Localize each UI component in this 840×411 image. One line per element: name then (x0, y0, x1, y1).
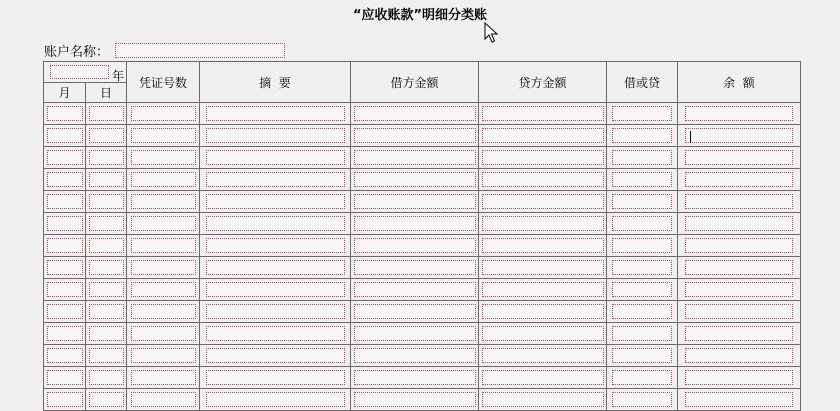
ledger-cell (607, 125, 678, 147)
ledger-cell (479, 169, 607, 191)
summary-input[interactable] (206, 150, 345, 165)
debit-or-credit-input[interactable] (612, 128, 672, 143)
summary-input[interactable] (206, 370, 345, 385)
ledger-cell (678, 191, 801, 213)
credit-amount-input[interactable] (482, 370, 604, 385)
debit-or-credit-input[interactable] (612, 282, 672, 297)
credit-amount-input[interactable] (482, 282, 604, 297)
ledger-cell (479, 367, 607, 389)
ledger-row (44, 323, 801, 345)
ledger-cell (607, 169, 678, 191)
ledger-cell (351, 125, 479, 147)
balance-input[interactable] (685, 282, 793, 297)
voucher-number-header: 凭证号数 (127, 62, 200, 103)
ledger-cell (44, 345, 86, 367)
ledger-cell (479, 103, 607, 125)
credit-amount-input[interactable] (482, 304, 604, 319)
ledger-cell (127, 367, 200, 389)
ledger-cell (127, 169, 200, 191)
credit-amount-input[interactable] (482, 260, 604, 275)
debit-amount-input[interactable] (354, 348, 476, 363)
ledger-cell (86, 103, 127, 125)
summary-input[interactable] (206, 216, 345, 231)
month-input[interactable] (47, 326, 83, 341)
ledger-cell (127, 213, 200, 235)
summary-input[interactable] (206, 326, 345, 341)
month-input[interactable] (47, 150, 83, 165)
voucher-number-input[interactable] (131, 194, 196, 209)
ledger-cell (44, 191, 86, 213)
month-input[interactable] (47, 260, 83, 275)
ledger-cell (351, 323, 479, 345)
debit-or-credit-header: 借或贷 (607, 62, 678, 103)
balance-input[interactable] (685, 304, 793, 319)
ledger-cell (127, 103, 200, 125)
ledger-cell (44, 125, 86, 147)
ledger-cell (678, 301, 801, 323)
ledger-cell (127, 301, 200, 323)
ledger-cell (200, 169, 351, 191)
credit-amount-input[interactable] (482, 238, 604, 253)
day-input[interactable] (89, 150, 124, 165)
credit-amount-input[interactable] (482, 194, 604, 209)
ledger-cell (678, 235, 801, 257)
ledger-cell (86, 367, 127, 389)
ledger-cell (127, 323, 200, 345)
ledger-cell (44, 235, 86, 257)
summary-input[interactable] (206, 282, 345, 297)
ledger-cell (607, 235, 678, 257)
credit-amount-input[interactable] (482, 172, 604, 187)
day-input[interactable] (89, 194, 124, 209)
ledger-cell (479, 235, 607, 257)
voucher-number-input[interactable] (131, 216, 196, 231)
month-input[interactable] (47, 172, 83, 187)
account-name-label: 账户名称： (44, 44, 110, 60)
ledger-row (44, 191, 801, 213)
month-input[interactable] (47, 106, 83, 121)
month-input[interactable] (47, 128, 83, 143)
ledger-cell (127, 147, 200, 169)
ledger-cell (351, 235, 479, 257)
month-input[interactable] (47, 216, 83, 231)
ledger-cell (200, 345, 351, 367)
ledger-cell (351, 103, 479, 125)
debit-amount-input[interactable] (354, 194, 476, 209)
ledger-cell (127, 257, 200, 279)
ledger-cell (86, 147, 127, 169)
ledger-cell (200, 301, 351, 323)
year-header (44, 62, 127, 83)
balance-input[interactable] (685, 238, 793, 253)
ledger-cell (607, 279, 678, 301)
summary-header: 摘 要 (200, 62, 351, 103)
debit-or-credit-input[interactable] (612, 238, 672, 253)
month-input[interactable] (47, 348, 83, 363)
account-name-input[interactable] (115, 43, 285, 58)
ledger-cell (607, 367, 678, 389)
ledger-cell (678, 147, 801, 169)
ledger-cell (86, 323, 127, 345)
ledger-cell (351, 191, 479, 213)
ledger-cell (479, 147, 607, 169)
ledger-cell (678, 257, 801, 279)
day-input[interactable] (89, 128, 124, 143)
ledger-cell (678, 125, 801, 147)
month-input[interactable] (47, 194, 83, 209)
debit-amount-input[interactable] (354, 150, 476, 165)
debit-amount-input[interactable] (354, 238, 476, 253)
ledger-cell (479, 125, 607, 147)
debit-amount-input[interactable] (354, 172, 476, 187)
voucher-number-input[interactable] (131, 304, 196, 319)
ledger-cell (351, 169, 479, 191)
ledger-cell (678, 103, 801, 125)
voucher-number-input[interactable] (131, 238, 196, 253)
ledger-cell (351, 345, 479, 367)
balance-input[interactable] (685, 260, 793, 275)
summary-input[interactable] (206, 194, 345, 209)
debit-amount-input[interactable] (354, 326, 476, 341)
ledger-row (44, 147, 801, 169)
ledger-cell (200, 279, 351, 301)
summary-input[interactable] (206, 238, 345, 253)
summary-input[interactable] (206, 348, 345, 363)
ledger-cell (479, 213, 607, 235)
debit-or-credit-input[interactable] (612, 260, 672, 275)
credit-amount-input[interactable] (482, 216, 604, 231)
ledger-cell (678, 279, 801, 301)
ledger-cell (200, 213, 351, 235)
ledger-cell (44, 103, 86, 125)
voucher-number-input[interactable] (131, 150, 196, 165)
debit-amount-input[interactable] (354, 128, 476, 143)
balance-input[interactable] (685, 150, 793, 165)
ledger-row (44, 125, 801, 147)
debit-amount-input[interactable] (354, 304, 476, 319)
ledger-cell (351, 213, 479, 235)
balance-input[interactable] (685, 216, 793, 231)
ledger-cell (607, 213, 678, 235)
ledger-cell (86, 191, 127, 213)
day-input[interactable] (89, 348, 124, 363)
voucher-number-input[interactable] (131, 128, 196, 143)
ledger-cell (86, 257, 127, 279)
ledger-cell (479, 191, 607, 213)
ledger-cell (479, 323, 607, 345)
debit-or-credit-input[interactable] (612, 172, 672, 187)
ledger-table (43, 61, 801, 411)
debit-or-credit-input[interactable] (612, 326, 672, 341)
credit-amount-input[interactable] (482, 150, 604, 165)
day-input[interactable] (89, 326, 124, 341)
ledger-cell (607, 323, 678, 345)
ledger-row (44, 235, 801, 257)
ledger-cell (607, 301, 678, 323)
ledger-cell (44, 257, 86, 279)
debit-amount-input[interactable] (354, 260, 476, 275)
ledger-cell (479, 301, 607, 323)
balance-input[interactable] (685, 128, 793, 143)
ledger-cell (44, 323, 86, 345)
year-label: 年 (111, 69, 124, 83)
balance-input[interactable] (685, 370, 793, 385)
ledger-cell (200, 257, 351, 279)
ledger-cell (607, 345, 678, 367)
ledger-cell (678, 169, 801, 191)
balance-input[interactable] (685, 172, 793, 187)
ledger-row (44, 279, 801, 301)
text-caret (690, 131, 691, 143)
ledger-cell (200, 103, 351, 125)
ledger-cell (200, 191, 351, 213)
summary-input[interactable] (206, 260, 345, 275)
page-title: “应收账款”明细分类账 (352, 8, 488, 23)
ledger-cell (479, 345, 607, 367)
ledger-cell (127, 125, 200, 147)
ledger-cell (351, 367, 479, 389)
ledger-row (44, 257, 801, 279)
ledger-body (44, 103, 801, 411)
ledger-cell (44, 147, 86, 169)
voucher-number-input[interactable] (131, 326, 196, 341)
month-header: 月 (44, 83, 86, 103)
credit-amount-input[interactable] (482, 326, 604, 341)
ledger-cell (678, 345, 801, 367)
account-name-row (44, 41, 285, 59)
voucher-number-input[interactable] (131, 172, 196, 187)
ledger-cell (127, 235, 200, 257)
debit-or-credit-input[interactable] (612, 194, 672, 209)
debit-amount-input[interactable] (354, 216, 476, 231)
ledger-cell (44, 301, 86, 323)
day-input[interactable] (89, 238, 124, 253)
ledger-cell (127, 345, 200, 367)
ledger-cell (86, 213, 127, 235)
ledger-cell (351, 257, 479, 279)
ledger-cell (44, 279, 86, 301)
ledger-row (44, 301, 801, 323)
ledger-cell (44, 367, 86, 389)
ledger-cell (200, 125, 351, 147)
debit-amount-input[interactable] (354, 106, 476, 121)
debit-or-credit-input[interactable] (612, 150, 672, 165)
credit-amount-input[interactable] (482, 348, 604, 363)
ledger-cell (44, 213, 86, 235)
summary-input[interactable] (206, 128, 345, 143)
summary-input[interactable] (206, 172, 345, 187)
debit-amount-input[interactable] (354, 282, 476, 297)
ledger-cell (200, 323, 351, 345)
ledger-cell (86, 279, 127, 301)
ledger-row (44, 103, 801, 125)
ledger-cell (607, 257, 678, 279)
debit-or-credit-input[interactable] (612, 370, 672, 385)
month-input[interactable] (47, 282, 83, 297)
day-input[interactable] (89, 282, 124, 297)
balance-input[interactable] (685, 106, 793, 121)
ledger-cell (607, 103, 678, 125)
ledger-cell (678, 213, 801, 235)
debit-amount-header: 借方金额 (351, 62, 479, 103)
debit-amount-input[interactable] (354, 370, 476, 385)
balance-header: 余 额 (678, 62, 801, 103)
ledger-cell (200, 147, 351, 169)
ledger-cell (479, 257, 607, 279)
year-input[interactable] (50, 65, 109, 79)
ledger-cell (86, 235, 127, 257)
month-input[interactable] (47, 238, 83, 253)
voucher-number-input[interactable] (131, 260, 196, 275)
day-input[interactable] (89, 260, 124, 275)
ledger-cell (678, 367, 801, 389)
voucher-number-input[interactable] (131, 106, 196, 121)
ledger-row (44, 345, 801, 367)
ledger-cell (607, 191, 678, 213)
debit-or-credit-input[interactable] (612, 106, 672, 121)
ledger-cell (86, 345, 127, 367)
ledger-cell (351, 279, 479, 301)
ledger-row (44, 213, 801, 235)
ledger-cell (200, 367, 351, 389)
ledger-cell (607, 147, 678, 169)
day-input[interactable] (89, 370, 124, 385)
voucher-number-input[interactable] (131, 348, 196, 363)
debit-or-credit-input[interactable] (612, 216, 672, 231)
month-input[interactable] (47, 370, 83, 385)
balance-input[interactable] (685, 348, 793, 363)
day-input[interactable] (89, 172, 124, 187)
summary-input[interactable] (206, 106, 345, 121)
day-input[interactable] (89, 106, 124, 121)
ledger-cell (86, 301, 127, 323)
ledger-cell (678, 323, 801, 345)
voucher-number-input[interactable] (131, 282, 196, 297)
ledger-cell (127, 279, 200, 301)
credit-amount-header: 贷方金额 (479, 62, 607, 103)
debit-or-credit-input[interactable] (612, 304, 672, 319)
day-header: 日 (86, 83, 127, 103)
voucher-number-input[interactable] (131, 370, 196, 385)
ledger-cell (44, 169, 86, 191)
balance-input[interactable] (685, 194, 793, 209)
day-input[interactable] (89, 304, 124, 319)
day-input[interactable] (89, 216, 124, 231)
mouse-pointer-icon (484, 22, 500, 44)
ledger-cell (479, 279, 607, 301)
ledger-cell (86, 125, 127, 147)
ledger-cell (351, 301, 479, 323)
balance-input[interactable] (685, 326, 793, 341)
credit-amount-input[interactable] (482, 128, 604, 143)
credit-amount-input[interactable] (482, 106, 604, 121)
ledger-cell (351, 147, 479, 169)
ledger-cell (200, 235, 351, 257)
summary-input[interactable] (206, 304, 345, 319)
ledger-cell (127, 191, 200, 213)
month-input[interactable] (47, 304, 83, 319)
ledger-row (44, 169, 801, 191)
ledger-row (44, 367, 801, 389)
debit-or-credit-input[interactable] (612, 348, 672, 363)
ledger-cell (86, 169, 127, 191)
